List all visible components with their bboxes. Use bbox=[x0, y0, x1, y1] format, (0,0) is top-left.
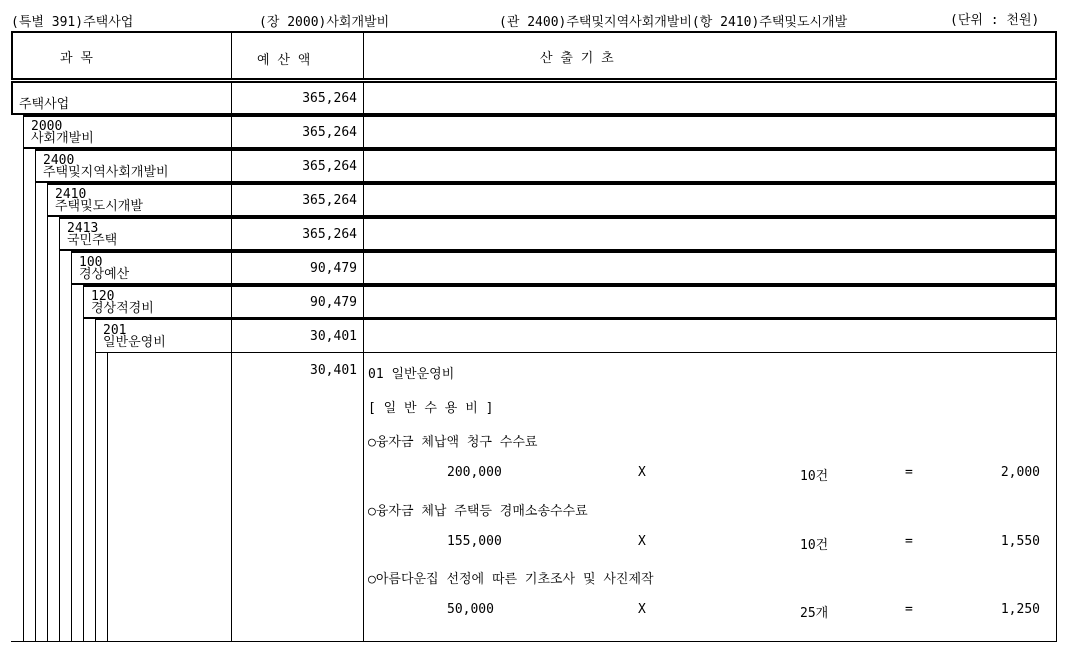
body-divider-2 bbox=[363, 81, 364, 642]
row-amount: 365,264 bbox=[302, 193, 357, 208]
row-right-border bbox=[1056, 319, 1057, 353]
gwan-hang-label: (관 2400)주택및지역사회개발비(항 2410)주택및도시개발 bbox=[499, 15, 848, 30]
item-3-desc: ○아름다운집 선정에 따른 기초조사 및 사진제작 bbox=[368, 572, 654, 587]
row-code: 2413 bbox=[67, 221, 99, 236]
row-label bbox=[67, 223, 117, 247]
row-label bbox=[55, 189, 143, 213]
header-divider-1 bbox=[231, 31, 232, 80]
row-top-border bbox=[71, 251, 1057, 253]
row-bottom-border bbox=[95, 352, 1057, 353]
indent-line bbox=[23, 115, 24, 642]
item-1-desc: ○융자금 체납액 청구 수수료 bbox=[368, 435, 538, 450]
row-label bbox=[91, 291, 154, 315]
row-name: 주택및도시개발 bbox=[55, 199, 143, 214]
item-3-total: 1,250 bbox=[1000, 602, 1040, 617]
detail-category: [ 일 반 수 용 비 ] bbox=[368, 401, 494, 416]
row-code: 2000 bbox=[31, 119, 63, 134]
row-top-border bbox=[47, 183, 1057, 185]
row-amount: 30,401 bbox=[310, 329, 357, 344]
row-code: 201 bbox=[103, 323, 127, 338]
row-top-border bbox=[95, 319, 1057, 320]
column-budget: 예 산 액 bbox=[257, 53, 311, 68]
indent-line bbox=[95, 319, 96, 642]
row-label bbox=[31, 121, 94, 145]
indent-line bbox=[35, 149, 36, 642]
item-1-unit-price: 200,000 bbox=[447, 465, 502, 480]
unit-label: (단위 : 천원) bbox=[950, 13, 1040, 28]
jang-label: (장 2000)사회개발비 bbox=[259, 15, 390, 30]
body-divider-1 bbox=[231, 81, 232, 642]
row-code: 2410 bbox=[55, 187, 87, 202]
row-label bbox=[19, 99, 69, 111]
item-3-eq: = bbox=[905, 602, 913, 617]
header-right-border bbox=[1055, 31, 1057, 80]
row-right-border bbox=[1055, 115, 1057, 149]
indent-line bbox=[71, 251, 72, 642]
row-name: 주택및지역사회개발비 bbox=[43, 165, 169, 180]
indent-line bbox=[83, 285, 84, 642]
row-name: 경상적경비 bbox=[91, 301, 154, 316]
item-1-op: X bbox=[638, 465, 646, 480]
special-account-label: (특별 391)주택사업 bbox=[11, 15, 134, 30]
item-3-qty: 25개 bbox=[800, 606, 829, 621]
column-basis: 산 출 기 초 bbox=[540, 51, 614, 66]
header-top-border bbox=[11, 31, 1057, 33]
item-1-qty: 10건 bbox=[800, 469, 829, 484]
indent-line bbox=[47, 183, 48, 642]
row-amount: 90,479 bbox=[310, 261, 357, 276]
row-top-border bbox=[83, 285, 1057, 287]
detail-amount: 30,401 bbox=[310, 363, 357, 378]
detail-title: 01 일반운영비 bbox=[368, 367, 455, 382]
row-right-border bbox=[1055, 217, 1057, 251]
row-code: 100 bbox=[79, 255, 103, 270]
item-3-unit-price: 50,000 bbox=[447, 602, 494, 617]
row-label bbox=[103, 325, 166, 349]
row-name: 경상예산 bbox=[79, 267, 130, 282]
item-2-total: 1,550 bbox=[1000, 534, 1040, 549]
row-code: 2400 bbox=[43, 153, 75, 168]
row-right-border bbox=[1055, 149, 1057, 183]
row-label bbox=[43, 155, 169, 179]
item-2-op: X bbox=[638, 534, 646, 549]
row-amount: 365,264 bbox=[302, 91, 357, 106]
row-right-border bbox=[1055, 183, 1057, 217]
row-code: 120 bbox=[91, 289, 115, 304]
row-amount: 365,264 bbox=[302, 227, 357, 242]
row-right-border bbox=[1055, 285, 1057, 319]
item-1-eq: = bbox=[905, 465, 913, 480]
row-name: 주택사업 bbox=[19, 97, 70, 112]
row-amount: 90,479 bbox=[310, 295, 357, 310]
row-name: 일반운영비 bbox=[103, 335, 166, 350]
row-amount: 365,264 bbox=[302, 125, 357, 140]
item-3-op: X bbox=[638, 602, 646, 617]
row-name: 국민주택 bbox=[67, 233, 118, 248]
row-top-border bbox=[11, 81, 1057, 83]
table-bottom-border bbox=[11, 641, 1057, 642]
item-2-unit-price: 155,000 bbox=[447, 534, 502, 549]
row-right-border bbox=[1055, 251, 1057, 285]
item-2-eq: = bbox=[905, 534, 913, 549]
row-right-border bbox=[1055, 81, 1057, 115]
header-left-border bbox=[11, 31, 13, 80]
indent-line bbox=[59, 217, 60, 642]
row-top-border bbox=[35, 149, 1057, 151]
row-label bbox=[79, 257, 129, 281]
detail-right-border bbox=[1056, 353, 1057, 642]
indent-line bbox=[11, 81, 13, 115]
item-2-desc: ○융자금 체납 주택등 경매소송수수료 bbox=[368, 504, 588, 519]
header-divider-2 bbox=[363, 31, 364, 80]
item-1-total: 2,000 bbox=[1000, 465, 1040, 480]
header-bottom-border bbox=[11, 78, 1057, 80]
item-2-qty: 10건 bbox=[800, 538, 829, 553]
detail-indent-line bbox=[107, 353, 108, 642]
row-top-border bbox=[59, 217, 1057, 219]
row-top-border bbox=[23, 115, 1057, 117]
column-subject: 과 목 bbox=[60, 51, 93, 66]
row-amount: 365,264 bbox=[302, 159, 357, 174]
row-name: 사회개발비 bbox=[31, 131, 94, 146]
